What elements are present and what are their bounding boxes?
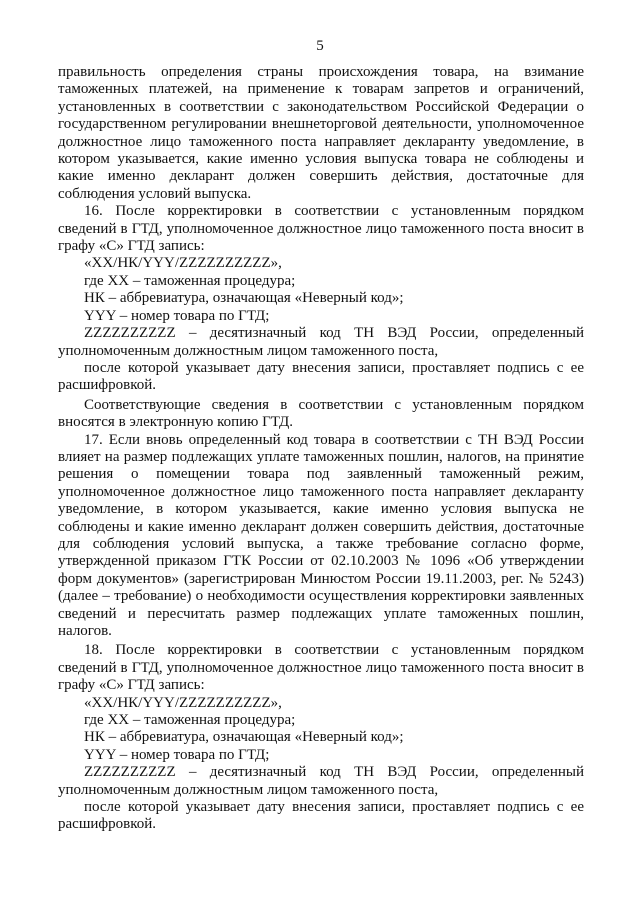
paragraph-16-electronic: Соответствующие сведения в соответствии с установленным порядком вносятся в электронную копию ГТД. [58,396,584,431]
document-body [58,64,584,834]
record-format-16: «XX/НК/YYY/ZZZZZZZZZZ», [84,255,282,272]
definition-xx-16: где XX – таможенная процедура; [84,272,296,289]
definition-yyy-16: YYY – номер товара по ГТД; [84,307,270,324]
definition-z-16: ZZZZZZZZZZ – десятизначный код ТН ВЭД России, определенный уполномоченным должностным лицом таможенного поста, [58,325,584,359]
definition-nk-16: НК – аббревиатура, означающая «Неверный код»; [84,290,404,307]
paragraph-16: 16. После корректировки в соответствии с установленным порядком сведений в ГТД, уполномоченное должностное лицо таможенного поста вносит в графу «С» ГТД запись: [58,203,584,255]
page-number: 5 [316,38,324,54]
record-format-18: «XX/НК/YYY/ZZZZZZZZZZ», [84,694,282,711]
definition-yyy-18: YYY – номер товара по ГТД; [84,746,270,763]
definition-z-18: ZZZZZZZZZZ – десятизначный код ТН ВЭД России, определенный уполномоченным должностным лицом таможенного поста, [58,764,584,798]
paragraph-18-after: после которой указывает дату внесения записи, проставляет подпись с ее расшифровкой. [58,799,584,833]
definition-xx-18: где XX – таможенная процедура; [84,712,296,729]
paragraph-16-after: после которой указывает дату внесения записи, проставляет подпись с ее расшифровкой. [58,359,584,394]
paragraph-18: 18. После корректировки в соответствии с установленным порядком сведений в ГТД, уполномоченное должностное лицо таможенного поста вносит в графу «С» ГТД запись: [58,642,584,694]
definition-nk-18: НК – аббревиатура, означающая «Неверный код»; [84,729,404,746]
paragraph-continuation: правильность определения страны происхождения товара, на взимание таможенных платежей, на применение к товарам запретов и ограничений, установленных в соответствии с законодательством Российской Федерации о государственном регулировании внешнеторговой деятельности, уполномоченное должностное лицо таможенного поста направляет декларанту уведомление, в котором указывается, какие именно условия выпуска товара не соблюдены и какие именно декларант должен совершить действия, достаточные для соблюдения условий выпуска. [58,64,584,202]
paragraph-17: 17. Если вновь определенный код товара в соответствии с ТН ВЭД России влияет на размер подлежащих уплате таможенных пошлин, налогов, на принятие решения о помещении товара под заявленный таможенный режим, уполномоченное должностное лицо таможенного поста направляет декларанту уведомление, в котором указывается, какие именно условия выпуска не соблюдены и какие именно декларант должен совершить действия, достаточные для соблюдения условий выпуска, а также требование согласно форме, утвержденной приказом ГТК России от 02.10.2003 № 1096 «Об утверждении форм документов» (зарегистрирован Минюстом России 19.11.2003, рег. № 5243) (далее – требование) о необходимости осуществления корректировки заявленных сведений и пересчитать размер подлежащих уплате таможенных пошлин, налогов. [58,431,584,639]
